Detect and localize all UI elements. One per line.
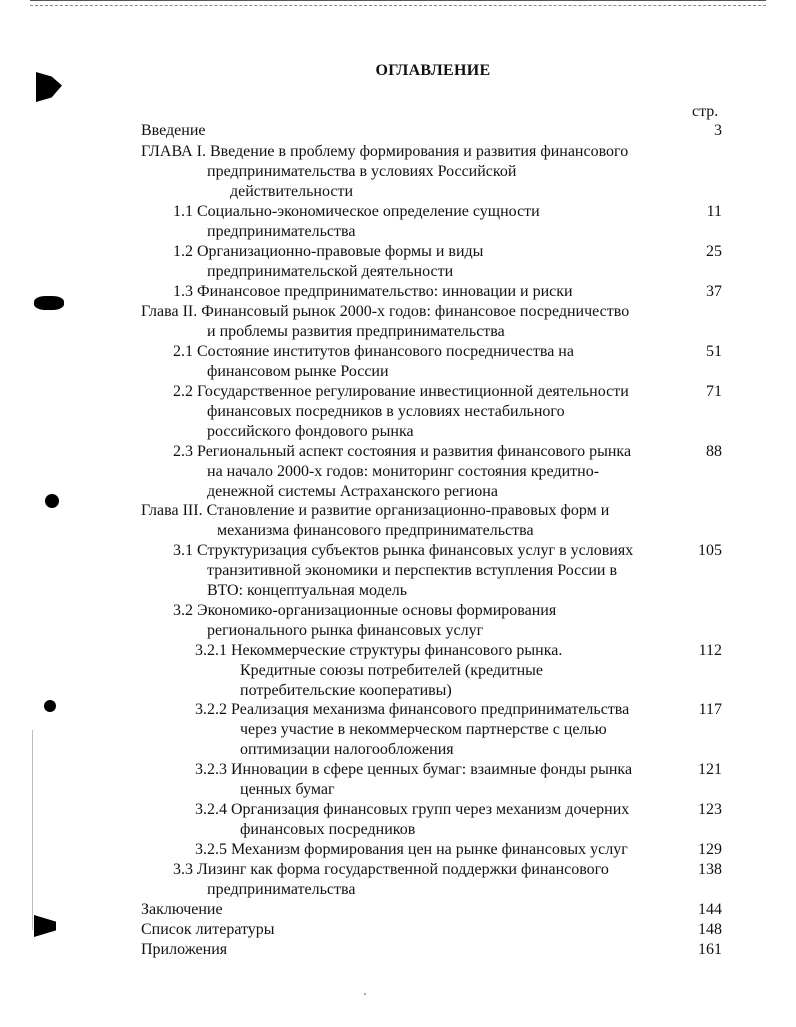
toc-entry-text: Кредитные союзы потребителей (кредитные [240, 662, 543, 679]
toc-entry-text: регионального рынка финансовых услуг [207, 622, 484, 639]
toc-page-number: 37 [706, 283, 722, 300]
toc-entry-text: Приложения [141, 941, 228, 958]
scan-margin-line [32, 730, 33, 930]
toc-entry-text: ВТО: концептуальная модель [207, 582, 408, 599]
toc-entry-text: потребительские кооперативы) [240, 682, 452, 699]
toc-entry-3-2-3 [195, 760, 632, 800]
toc-entry-chapter-3 [141, 501, 609, 541]
toc-page-number: 51 [706, 343, 722, 360]
toc-page-number: 25 [706, 243, 722, 260]
toc-entry-text: через участие в некоммерческом партнерстве с целью [240, 721, 607, 738]
toc-entry-text: 1.3 Финансовое предпринимательство: инновации и риски [173, 283, 573, 300]
toc-entry-text: 2.1 Состояние институтов финансового посредничества на [173, 343, 574, 360]
toc-entry-text: 2.2 Государственное регулирование инвестиционной деятельности [173, 383, 629, 400]
toc-entry-text: механизма финансового предпринимательства [217, 522, 534, 539]
toc-entry-2-1 [173, 342, 574, 382]
scan-speck [364, 993, 366, 995]
toc-page-number: 138 [698, 861, 722, 878]
toc-entry-text: Заключение [141, 901, 223, 918]
toc-page-number: 148 [698, 921, 722, 938]
scan-artifact [44, 700, 56, 712]
toc-entry-1-3 [173, 282, 573, 302]
toc-entry-text: 3.2.2 Реализация механизма финансового предпринимательства [195, 701, 630, 718]
toc-entry-text: 3.2.3 Инновации в сфере ценных бумаг: взаимные фонды рынка [195, 761, 633, 778]
toc-entry-3-2 [173, 601, 556, 641]
toc-entry-text: ГЛАВА I. Введение в проблему формирования и развития финансового [141, 143, 629, 160]
toc-entry-2-2 [173, 382, 629, 442]
toc-entry-text: транзитивной экономики и перспектив вступления России в [207, 562, 617, 579]
toc-entry-text: Введение [141, 122, 206, 139]
toc-entry-text: финансовых посредников [240, 821, 416, 838]
toc-entry-text: 3.1 Структуризация субъектов рынка финансовых услуг в условиях [173, 542, 634, 559]
scan-top-edge [30, 0, 766, 1]
toc-page-number: 88 [706, 443, 722, 460]
toc-entry-1-1 [173, 202, 540, 242]
toc-entry-3-1 [173, 541, 633, 601]
toc-entry-text: оптимизации налогообложения [240, 741, 454, 758]
toc-page-number: 129 [698, 841, 722, 858]
toc-page-number: 161 [698, 941, 722, 958]
toc-entry-3-3 [173, 860, 609, 900]
scan-artifact [45, 494, 59, 508]
toc-page-number: 3 [714, 122, 722, 139]
toc-entry-text: денежной системы Астраханского региона [207, 483, 498, 500]
toc-entry-1-2 [173, 242, 483, 282]
toc-page-number: 121 [698, 761, 722, 778]
toc-entry-text: ценных бумаг [240, 781, 335, 798]
toc-entry-text: 3.3 Лизинг как форма государственной поддержки финансового [173, 861, 609, 878]
scan-top-edge-dashed [30, 5, 766, 6]
toc-entry-3-2-1 [195, 641, 562, 701]
toc-entry-text: 3.2.1 Некоммерческие структуры финансового рынка. [195, 642, 563, 659]
toc-entry-chapter-2 [141, 302, 629, 342]
page-title: ОГЛАВЛЕНИЕ [375, 62, 491, 79]
toc-entry-text: 3.2.4 Организация финансовых групп через механизм дочерних [195, 801, 630, 818]
toc-entry-appendices [141, 940, 227, 960]
toc-entry-3-2-2 [195, 700, 629, 760]
toc-entry-text: действительности [230, 183, 354, 200]
toc-entry-references [141, 920, 275, 940]
toc-entry-text: 1.2 Организационно-правовые формы и виды [173, 243, 484, 260]
toc-page-number: 71 [706, 383, 722, 400]
toc-entry-text: 3.2.5 Механизм формирования цен на рынке финансовых услуг [195, 841, 628, 858]
toc-entry-text: на начало 2000-х годов: мониторинг состояния кредитно- [207, 463, 600, 480]
toc-entry-text: предпринимательства [207, 223, 356, 240]
toc-entry-3-2-5 [195, 840, 628, 860]
toc-entry-text: предпринимательства в условиях Российской [207, 163, 517, 180]
toc-entry-text: Список литературы [141, 921, 275, 938]
toc-page-number: 117 [698, 701, 722, 718]
toc-entry-text: финансовом рынке России [207, 363, 389, 380]
toc-entry-text: 2.3 Региональный аспект состояния и развития финансового рынка [173, 443, 632, 460]
toc-page-number: 105 [698, 542, 722, 559]
scan-artifact [34, 296, 64, 310]
toc-entry-3-2-4 [195, 800, 629, 840]
toc-page-number: 123 [698, 801, 722, 818]
toc-entry-text: предпринимательства [207, 881, 356, 898]
toc-page-number: 11 [706, 203, 722, 220]
toc-page-number: 112 [698, 642, 722, 659]
toc-entry-conclusion [141, 900, 223, 920]
toc-entry-2-3 [173, 442, 631, 502]
scan-artifact [34, 915, 56, 937]
toc-entry-text: 3.2 Экономико-организационные основы формирования [173, 602, 557, 619]
toc-entry-text: российского фондового рынка [207, 423, 414, 440]
toc-page-number: 144 [698, 901, 722, 918]
toc-entry-text: Глава III. Становление и развитие организационно-правовых форм и [141, 502, 610, 519]
toc-entry-text: Глава II. Финансовый рынок 2000-х годов: финансовое посредничество [141, 303, 630, 320]
toc-entry-text: предпринимательской деятельности [207, 263, 454, 280]
toc-entry-intro [141, 121, 206, 141]
toc-entry-text: финансовых посредников в условиях нестабильного [207, 403, 565, 420]
toc-entry-chapter-1 [141, 142, 628, 202]
toc-entry-text: и проблемы развития предпринимательства [207, 323, 505, 340]
page-column-header: стр. [692, 103, 719, 120]
toc-entry-text: 1.1 Социально-экономическое определение сущности [173, 203, 540, 220]
